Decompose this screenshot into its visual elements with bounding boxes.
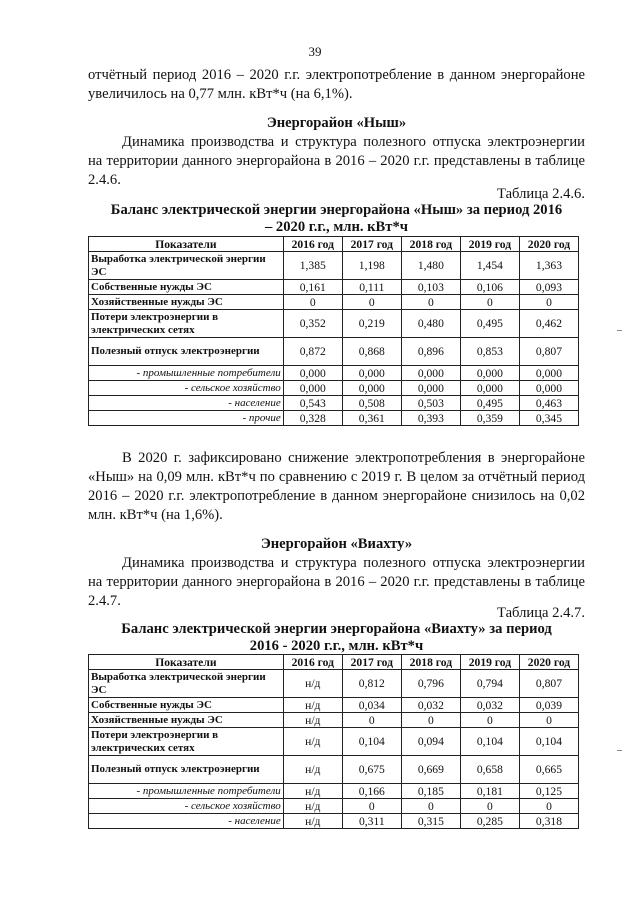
cell-value: н/д [283,756,342,784]
table-row [89,411,579,426]
row-label: Полезный отпуск электроэнергии [89,338,284,366]
cell-value: 0,000 [401,381,460,396]
table-title-line2-viakhtu: 2016 - 2020 г.г., млн. кВт*ч [249,638,424,654]
cell-value: 0,000 [519,366,578,381]
conclusion-paragraph-nysh: В 2020 г. зафиксировано снижение электропотребления в энергорайоне «Ныш» на 0,09 млн. кВт*ч по сравнению с 2019 г. В целом за отчётный период 2016 – 2020 г.г. электропотребление в данном энергорайоне снизилось на 0,02 млн. кВт*ч (на 1,6%). [88,450,585,523]
header-year: 2020 год [519,237,578,252]
cell-value: 0,032 [401,698,460,713]
table-label-2-4-6: Таблица 2.4.6. [497,186,585,202]
table-row [89,814,579,829]
cell-value: 0 [460,295,519,310]
cell-value: 0,000 [342,366,401,381]
row-label: Потери электроэнергии в электрических сетях [89,310,284,338]
table-row [89,396,579,411]
cell-value: 0,543 [283,396,342,411]
table-title-line1-viakhtu: Баланс электрической энергии энергорайона «Виахту» за период [121,621,552,637]
cell-value: 0,000 [460,366,519,381]
cell-value: 0,104 [342,728,401,756]
row-label: Хозяйственные нужды ЭС [89,295,284,310]
cell-value: 0,285 [460,814,519,829]
cell-value: 0,359 [460,411,519,426]
page-number: 39 [308,44,322,59]
cell-value: н/д [283,670,342,698]
table-title-line2-nysh: – 2020 г.г., млн. кВт*ч [264,219,408,235]
cell-value: 0,393 [401,411,460,426]
cell-value: 0 [342,799,401,814]
cell-value: н/д [283,713,342,728]
row-label: - промышленные потребители [89,784,284,799]
header-year: 2019 год [460,237,519,252]
table-header-row [89,237,579,252]
intro-paragraph: отчётный период 2016 – 2020 г.г. электропотребление в данном энергорайоне увеличилось на 0,77 млн. кВт*ч (на 6,1%). [88,67,585,102]
cell-value: 0,352 [283,310,342,338]
cell-value: н/д [283,698,342,713]
cell-value: 0,868 [342,338,401,366]
cell-value: 0,000 [283,381,342,396]
section-heading-viakhtu: Энергорайон «Виахту» [260,536,413,552]
cell-value: 0,665 [519,756,578,784]
cell-value: 0,185 [401,784,460,799]
cell-value: 0,000 [283,366,342,381]
cell-value: 0 [342,713,401,728]
cell-value: 0,345 [519,411,578,426]
header-year: 2016 год [283,237,342,252]
cell-value: 0 [283,295,342,310]
header-year: 2017 год [342,655,401,670]
cell-value: 0,039 [519,698,578,713]
table-row [89,381,579,396]
cell-value: 1,454 [460,252,519,280]
row-label: - население [89,396,284,411]
row-label: Полезный отпуск электроэнергии [89,756,284,784]
table-row [89,756,579,784]
scan-mark [617,330,622,331]
row-label: Собственные нужды ЭС [89,280,284,295]
cell-value: 0,094 [401,728,460,756]
table-row [89,252,579,280]
cell-value: 0,161 [283,280,342,295]
cell-value: 0 [401,713,460,728]
cell-value: 0 [460,799,519,814]
table-row [89,295,579,310]
cell-value: 1,363 [519,252,578,280]
cell-value: 0,495 [460,310,519,338]
cell-value: 0,675 [342,756,401,784]
row-label: - сельское хозяйство [89,799,284,814]
table-row [89,698,579,713]
cell-value: 0 [519,799,578,814]
cell-value: н/д [283,728,342,756]
cell-value: 0 [401,799,460,814]
header-year: 2017 год [342,237,401,252]
cell-value: 0,812 [342,670,401,698]
cell-value: 0 [460,713,519,728]
cell-value: 0 [519,295,578,310]
table-row [89,799,579,814]
cell-value: 0,125 [519,784,578,799]
cell-value: 0,807 [519,338,578,366]
cell-value: 0,000 [519,381,578,396]
row-label: Потери электроэнергии в электрических сетях [89,728,284,756]
table-title-line1-nysh: Баланс электрической энергии энергорайона «Ныш» за период 2016 [110,202,563,218]
cell-value: 0,462 [519,310,578,338]
table-row [89,784,579,799]
table-row [89,366,579,381]
cell-value: 0,328 [283,411,342,426]
cell-value: 0,796 [401,670,460,698]
row-label: Собственные нужды ЭС [89,698,284,713]
header-year: 2020 год [519,655,578,670]
table-label-2-4-7: Таблица 2.4.7. [497,605,585,621]
cell-value: 0,658 [460,756,519,784]
cell-value: 0,219 [342,310,401,338]
header-year: 2019 год [460,655,519,670]
cell-value: 1,480 [401,252,460,280]
row-label: Выработка электрической энергии ЭС [89,252,284,280]
cell-value: 0,181 [460,784,519,799]
cell-value: 0,853 [460,338,519,366]
balance-table-nysh [88,236,579,426]
cell-value: 0,807 [519,670,578,698]
cell-value: 0,315 [401,814,460,829]
table-row [89,338,579,366]
cell-value: 0,000 [460,381,519,396]
table-row [89,670,579,698]
cell-value: 0,034 [342,698,401,713]
row-label: - население [89,814,284,829]
row-label: - прочие [89,411,284,426]
cell-value: 0,000 [401,366,460,381]
scan-mark [617,750,622,751]
header-indicator: Показатели [89,655,284,670]
cell-value: 0,480 [401,310,460,338]
cell-value: 0,093 [519,280,578,295]
cell-value: 1,198 [342,252,401,280]
row-label: - сельское хозяйство [89,381,284,396]
cell-value: 0,463 [519,396,578,411]
cell-value: 0,503 [401,396,460,411]
balance-table-viakhtu [88,654,579,829]
cell-value: н/д [283,814,342,829]
cell-value: 0 [342,295,401,310]
row-label: Выработка электрической энергии ЭС [89,670,284,698]
section-heading-nysh: Энергорайон «Ныш» [266,115,407,131]
section-paragraph-nysh: Динамика производства и структура полезного отпуска электроэнергии на территории данного энергорайона в 2016 – 2020 г.г. представлены в таблице 2.4.6. [88,134,585,188]
cell-value: 0,166 [342,784,401,799]
table-row [89,728,579,756]
header-year: 2018 год [401,655,460,670]
cell-value: 0,111 [342,280,401,295]
cell-value: н/д [283,799,342,814]
cell-value: 0,318 [519,814,578,829]
cell-value: 0,104 [460,728,519,756]
row-label: Хозяйственные нужды ЭС [89,713,284,728]
cell-value: н/д [283,784,342,799]
header-year: 2018 год [401,237,460,252]
header-indicator: Показатели [89,237,284,252]
cell-value: 0,872 [283,338,342,366]
header-year: 2016 год [283,655,342,670]
cell-value: 0,103 [401,280,460,295]
cell-value: 0,000 [342,381,401,396]
cell-value: 0,032 [460,698,519,713]
cell-value: 0 [401,295,460,310]
section-paragraph-viakhtu: Динамика производства и структура полезного отпуска электроэнергии на территории данного энергорайона в 2016 – 2020 г.г. представлены в таблице 2.4.7. [88,555,585,609]
cell-value: 0 [519,713,578,728]
cell-value: 0,106 [460,280,519,295]
table-row [89,310,579,338]
table-header-row [89,655,579,670]
table-row [89,280,579,295]
cell-value: 0,794 [460,670,519,698]
cell-value: 0,104 [519,728,578,756]
cell-value: 0,669 [401,756,460,784]
table-row [89,713,579,728]
cell-value: 0,896 [401,338,460,366]
cell-value: 0,495 [460,396,519,411]
cell-value: 0,311 [342,814,401,829]
cell-value: 1,385 [283,252,342,280]
cell-value: 0,508 [342,396,401,411]
cell-value: 0,361 [342,411,401,426]
row-label: - промышленные потребители [89,366,284,381]
